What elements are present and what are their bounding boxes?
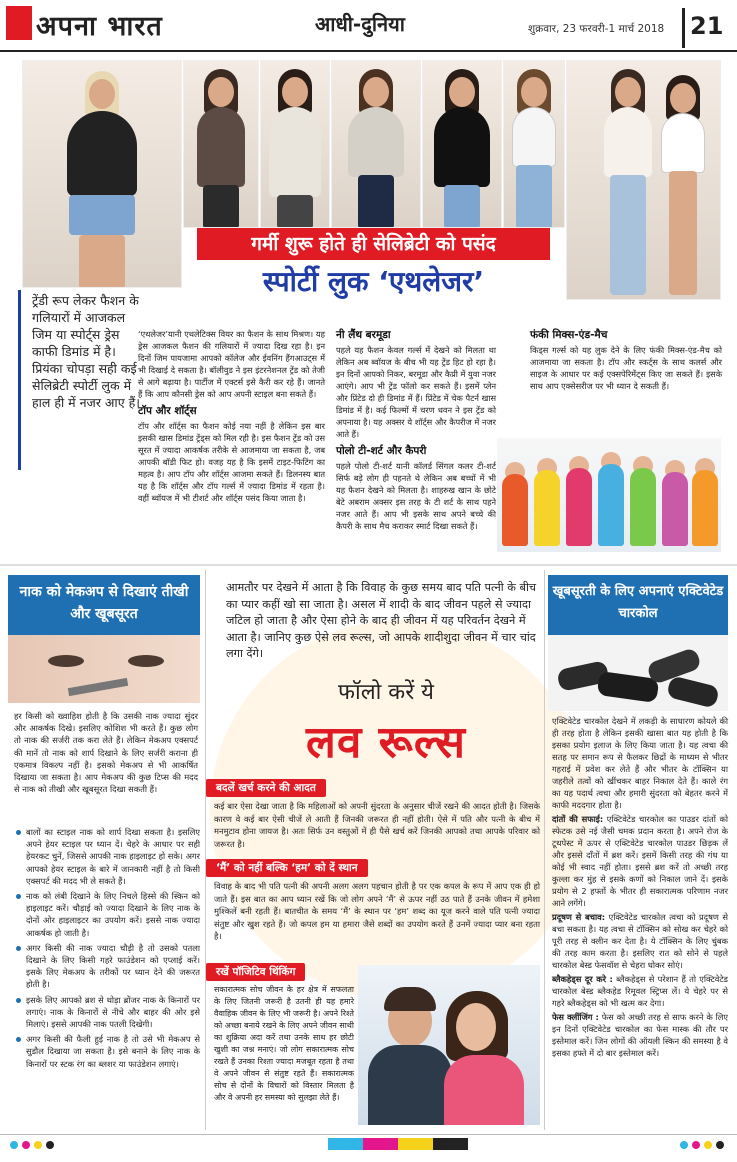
paragraph: सकारात्मक सोच जीवन के हर क्षेत्र में सफलता के लिए जितनी जरूरी है उतनी ही यह हमारे वैवाहिक जीवन के लिए भी जरूरी है। अपने रिश्ते को अच्छा बनाये रखने के लिए अपने जीवन साथी का शुक्रिया अदा करें तथा उनके साथ हर छोटी खुशी का जश्न मनाएं। जो लोग सकारात्मक सोच रखते हैं उनका रिश्ता ज्यादा मजबूत रहता है तथा वे अपने जीवन से संतुष्ट रहते हैं। सकारात्मक सोच से दोनों के विचारों को विस्तार मिलता है और वे अपनी हर समस्या को सुलझा लेते हैं। [214,985,354,1102]
list-item: बालों का स्टाइल नाक को शार्प दिखा सकता है। इसलिए अपने हेयर स्टाइल पर ध्यान दें। चेहरे के आधार पर सही हेयरकट चुनें, जिससे आपकी नाक हाइलाइट हो सके। अगर आपको हेयर स्टाइल के बारे में जानकारी नहीं है तो किसी एक्सपर्ट की मदद भी ले सकते हैं। [14,826,200,887]
right-story-body [552,715,728,1059]
celebrity-photo [422,60,502,228]
point-body: फेस को अच्छी तरह से साफ करने के लिए इन दिनों एक्टिवेटेड चारकोल का फेस मास्क की तौर पर इस्तेमाल करें। जिन लोगों की ऑयली स्किन की समस्या है वे इसका हफ्ते में दो बार इस्तेमाल करें। [552,1012,728,1058]
registration-dot [680,1141,688,1149]
celebrity-photo [183,60,259,228]
column-divider [205,570,206,1130]
paragraph: पहले यह फैशन केवल गर्ल्स में देखने को मिलता था लेकिन अब ब्वॉयज के बीच भी यह ट्रेंड हिट हो रहा है। इन दिनों आपको निकर, बरमूडा और कैप्री में युवा नजर आएंगे। आप भी ट्रेंड फॉलो कर सकते हैं। इसमें प्लेन और प्रिंटेड दो ही डिमांड में हैं। प्रिंटेड में चेक पैटर्न खास डिमांड में है। कई फिल्मों में चरण धवन ने इस ट्रेंड को अपनाया है। यह अक्सर ये शॉर्ट्स और कैपरीज में नजर आते हैं। [336,345,496,439]
paragraph [552,1011,728,1059]
paragraph: कई बार ऐसा देखा जाता है कि महिलाओं को अपनी सुंदरता के अनुसार चीजें रखने की आदत होती है। जिसके कारण वे कई बार ऐसी चीजें ले आती हैं जिनकी जरूरत ही नहीं होती। ऐसे में पति और पत्नी के बीच में मनमुटाव होना जायज है। अतः सिर्फ उन वस्तुओं में ही पैसे खर्च करें जिनकी आपको तथा आपके परिवार को जरूरत है। [214,801,540,849]
article-column-2 [336,328,496,532]
registration-dot [704,1141,712,1149]
point-body: एक्टिवेटेड चारकोल त्वचा को प्रदूषण से बचा सकता है। यह त्वचा से टॉक्सिन को सोख कर चेहरे को पूरी तरह से क्लीन कर देता है। ये टॉक्सिन के लिए चुंबक की तरह काम करता है। इसलिए रात को सोने से पहले चारकोल बेस्ड फेसवॉश से चेहरा धोकर सोएं। [552,912,728,970]
rule-1 [214,776,540,850]
divider [18,290,21,470]
left-story-title: नाक को मेकअप से दिखाएं तीखी और खूबसूरत [8,575,200,635]
right-story-title: खूबसूरती के लिए अपनाएं एक्टिवेटेड चारकोल [548,575,728,635]
headline-kicker: गर्मी शुरू होते ही सेलिब्रेटी को पसंद [197,228,550,260]
paragraph: पहले पोलो टी-शर्ट यानी कॉलर्ड सिंगल कलर टी-शर्ट सिर्फ बड़े लोग ही पहनते थे लेकिन अब बच्चों में भी यह फैशन देखने को मिलता है। शाहरुख खान के छोटे बेटे अबराम अक्सर इस तरह के टी शर्ट के साथ पहने नजर आते हैं। आप भी इसके साथ अपने बच्चे की कैपरी के साथ मैच कराकर स्मार्ट दिखा सकते हैं। [336,461,496,531]
publication-logo: अपना भारत [36,11,163,42]
list-item: इसके लिए आपको ब्रश से थोड़ा ब्रोंजर नाक के किनारों पर लगाएं। नाक के किनारों से नीचे और बाहर की ओर इसे मिलाएं। इससे आपकी नाक पतली दिखेगी। [14,994,200,1031]
rule-heading: ‘मैं’ को नहीं बल्कि ‘हम’ को दें स्थान [206,859,368,877]
rule-heading: बदलें खर्च करने की आदत [206,779,326,797]
celebrity-photo [503,60,565,228]
article-column-3 [530,328,722,392]
list-item: नाक को लंबी दिखाने के लिए निचले हिस्से की स्किन को हाइलाइट करें। चौड़ाई को ज्यादा दिखाने के लिए नाक के दोनों ओर हाइलाइटर का उपयोग करें। इससे नाक ज्यादा आकर्षक हो जाती है। [14,890,200,939]
celebrity-photo [22,60,182,288]
list-item: अगर किसी की फैली हुई नाक है तो उसे भी मेकअप से सुडौल दिखाया जा सकता है। इसे बनाने के लिए नाक के किनारों पर स्टक रंग का ब्लशर या फाउंडेशन लगाएं। [14,1033,200,1070]
paragraph [552,813,728,909]
left-story-intro [14,710,198,795]
paragraph [552,973,728,1009]
rule-heading: रखें पॉजिटिव थिंकिंग [206,963,305,981]
section-title: आधी-दुनिया [315,12,405,36]
subheading: टॉप और शॉर्ट्स [138,405,197,417]
point-body: ब्लैकहेड्स से परेशान हैं तो एक्टिवेटेड चारकोल बेस्ड ब्लैकहेड रिमूवल स्ट्रिप्स लें। ये चेहरे पर से गहरे ब्लैकहेड्स को भी खत्म कर देगा। [552,974,728,1008]
issue-date: शुक्रवार, 23 फरवरी-1 मार्च 2018 [528,23,665,35]
paragraph: हर किसी को ख्वाहिश होती है कि उसकी नाक ज्यादा सुंदर और आकर्षक दिखे। इसलिए कोशिश भी करते हैं। कुछ लोग तो नाक की सर्जरी तक करा लेते हैं। लेकिन मेकअप एक्सपर्ट की मानें तो नाक को शार्प दिखाने के लिए सर्जरी कराना ही एकमात्र विकल्प नहीं है। इसको मेकअप से भी आकर्षित दिखाया जा सकता है। आप मेकअप की कुछ टिप्स की मदद से नाक को तीखी और खूबसूरत दिखा सकती हैं। [14,711,198,795]
registration-dot [10,1141,18,1149]
paragraph: विवाह के बाद भी पति पत्नी की अपनी अलग अलग पहचान होती है पर एक कपल के रूप में आप एक ही हो जाते हैं। इस बात का आप ध्यान रखें कि जो लोग अपने ‘मैं’ से ऊपर नहीं उठ पाते हैं उनके जीवन में हमेशा मुश्किलें बनी रहती हैं। बातचीत के समय ‘मैं’ के स्थान पर ‘हम’ शब्द का यूज करने वाले पति पत्नी ज्यादा संतुष्ट और खुश रहते हैं। जो कपल हम या हमारा जैसे शब्दों का उपयोग करते हैं उनमें ज्यादा प्यार बना रहता है। [214,881,540,941]
registration-dot [22,1141,30,1149]
point-heading: दांतों की सफाई: [552,814,604,824]
registration-dot [46,1141,54,1149]
logo-icon [6,6,32,40]
kids-photo [497,438,721,552]
registration-color-bar [328,1138,468,1150]
paragraph: एक्टिवेटेड चारकोल देखने में लकड़ी के साधारण कोयले की ही तरह होता है लेकिन इसकी खासा बात यह होती है कि इसका प्रयोग इलाज के लिए किया जाता है। यह त्वचा की सतह पर समान रूप से फैलकर छिद्रों के माध्यम से भीतर गहराई में प्रवेश कर लेते हैं और भीतर के टॉक्सिन या जहरीले तत्वों को खींचकर बाहर निकाल देते हैं। काले रंग का यह पदार्थ त्वचा और हमारी सुंदरता को बेहतर करने में काफी मददगार होता है। [552,716,728,810]
middle-story-title: लव रूल्स [306,717,466,768]
page-number: 21 [690,12,724,40]
nose-makeup-photo [8,635,200,703]
column-divider [544,570,545,1130]
footer-rule [0,1134,737,1135]
rule-3 [214,960,354,1104]
subheading: फंकी मिक्स-एंड-मैच [530,329,608,341]
middle-story-kicker: फॉलो करें ये [338,680,434,705]
celebrity-photo [260,60,330,228]
registration-dot [692,1141,700,1149]
couple-photo [358,965,540,1125]
paragraph: किड्स गर्ल्स को यह लुक देने के लिए फंकी मिक्स-एंड-मैच को आजमाया जा सकता है। टॉप और स्कर्ट्स के साथ कलर्स और साइज के आधार पर कई एक्सपेरिमेंट्स किए जा सकते हैं। इसके साथ आप एक्सेसरीज पर भी ध्यान दे सकती हैं। [530,345,722,391]
paragraph: टॉप और शॉर्ट्स का फैशन कोई नया नहीं है लेकिन इस बार इसकी खास डिमांड ट्रेंड्स को मिल रही है। इस फैशन ट्रेंड को उस सूरत में ज्यादा आकर्षक तरीके से आजमाया जा सकता है, जब आपकी बॉडी फिट हो। वजह यह है कि इसमें टाइट-फिटिंग का महत्व है। आप टॉप और शॉर्ट्स आजमा सकते हैं। डिलनस्य बात यह है कि शॉर्ट्स और टॉप गर्ल्स में ज्यादा डिमांड में रहता है। वहीं ब्वॉयज में भी टीशर्ट और शॉर्ट्स पसंद किया जाता है। [138,421,325,503]
divider [682,8,685,48]
point-heading: फेस क्लींजिंग : [552,1012,599,1022]
registration-dot [716,1141,724,1149]
paragraph: ‘एथलेजर’यानी एथलेटिक्स वियर का फैशन के साथ मिश्रण। यह ड्रेस आजकल फैशन की गलियारों में ज्यादा दिख रहा है। इन दिनों जिम पायजामा आपको कॉलेज और ईवनिंग हैंगआउट्स में भी दिखाई दे सकता है। बॉलीवुड ने इस इंटरनेशनल ट्रेंड को तेजी से आगे बढ़ाया है। पार्टीज में एक्टर्स इसे कैरी कर रहे हैं। जानते हैं कि आप कौनसी ड्रेस को आप अपनी स्टाइल बना सकते हैं। [138,329,325,399]
headline-main: स्पोर्टी लुक ‘एथलेजर’ [190,260,557,304]
point-heading: ब्लैकहेड्स दूर करे : [552,974,613,984]
article-column-1 [138,328,325,504]
subheading: पोलो टी-शर्ट और कैपरी [336,445,427,457]
registration-dot [34,1141,42,1149]
middle-story-intro: आमतौर पर देखने में आता है कि विवाह के कुछ समय बाद पति पत्नी के बीच का प्यार कहीं खो सा जाता है। असल में शादी के बाद जीवन पहले से ज्यादा जटिल हो जाता है और ऐसा होने के बाद ही जीवन में यह परिवर्तन देखने में आता है। जानिए कुछ ऐसे लव रूल्स, जो आपके शादीशुदा जीवन में चार चांद लगा देंगे। [226,581,537,660]
section-divider [0,564,737,566]
charcoal-photo [548,635,728,711]
celebrity-photo [331,60,421,228]
point-body: एक्टिवेटेड चारकोल का पाउडर दांतों को स्फेटक उसे नई जैसी चमक प्रदान करता है। अपने रोज के टूथपेस्ट में ऊपर से एक्टिवेटेड चारकोल पाउडर छिड़क लें और इससे दाँतों में ब्रश करें। इसमें किसी तरह की गंध या कोई भी स्वाद नहीं होता। इससे ब्रश करें तो अच्छी तरह कुल्ला कर मुंह से इसके कणों को निकाल जाने दें। इसके प्रयोग से 2 हफ्तों के भीतर ही सकारात्मक परिणाम नजर आने लगेंगे। [552,814,729,908]
list-item: अगर किसी की नाक ज्यादा चौड़ी है तो उसको पतला दिखाने के लिए किसी गहरे फाउंडेशन को एप्लाई करें। इसके लिए मेकअप के तरीकों पर ध्यान देने की जरूरत होती है। [14,942,200,991]
rule-2 [214,856,540,943]
left-story-bullets [14,826,200,1073]
paragraph [552,911,728,971]
point-heading: प्रदूषण से बचाव: [552,912,606,922]
sidebar-summary: ट्रेंडी रूप लेकर फैशन के गलियारों में आजकल जिम या स्पोर्ट्स ड्रेस काफी डिमांड में है। प्रियंका चोपड़ा सही कई सेलिब्रेटी स्पोर्टी लुक में हाल ही में नजर आए हैं। [32,293,140,410]
celebrity-photo [566,60,721,300]
subheading: नी लैंथ बरमूडा [336,329,391,341]
